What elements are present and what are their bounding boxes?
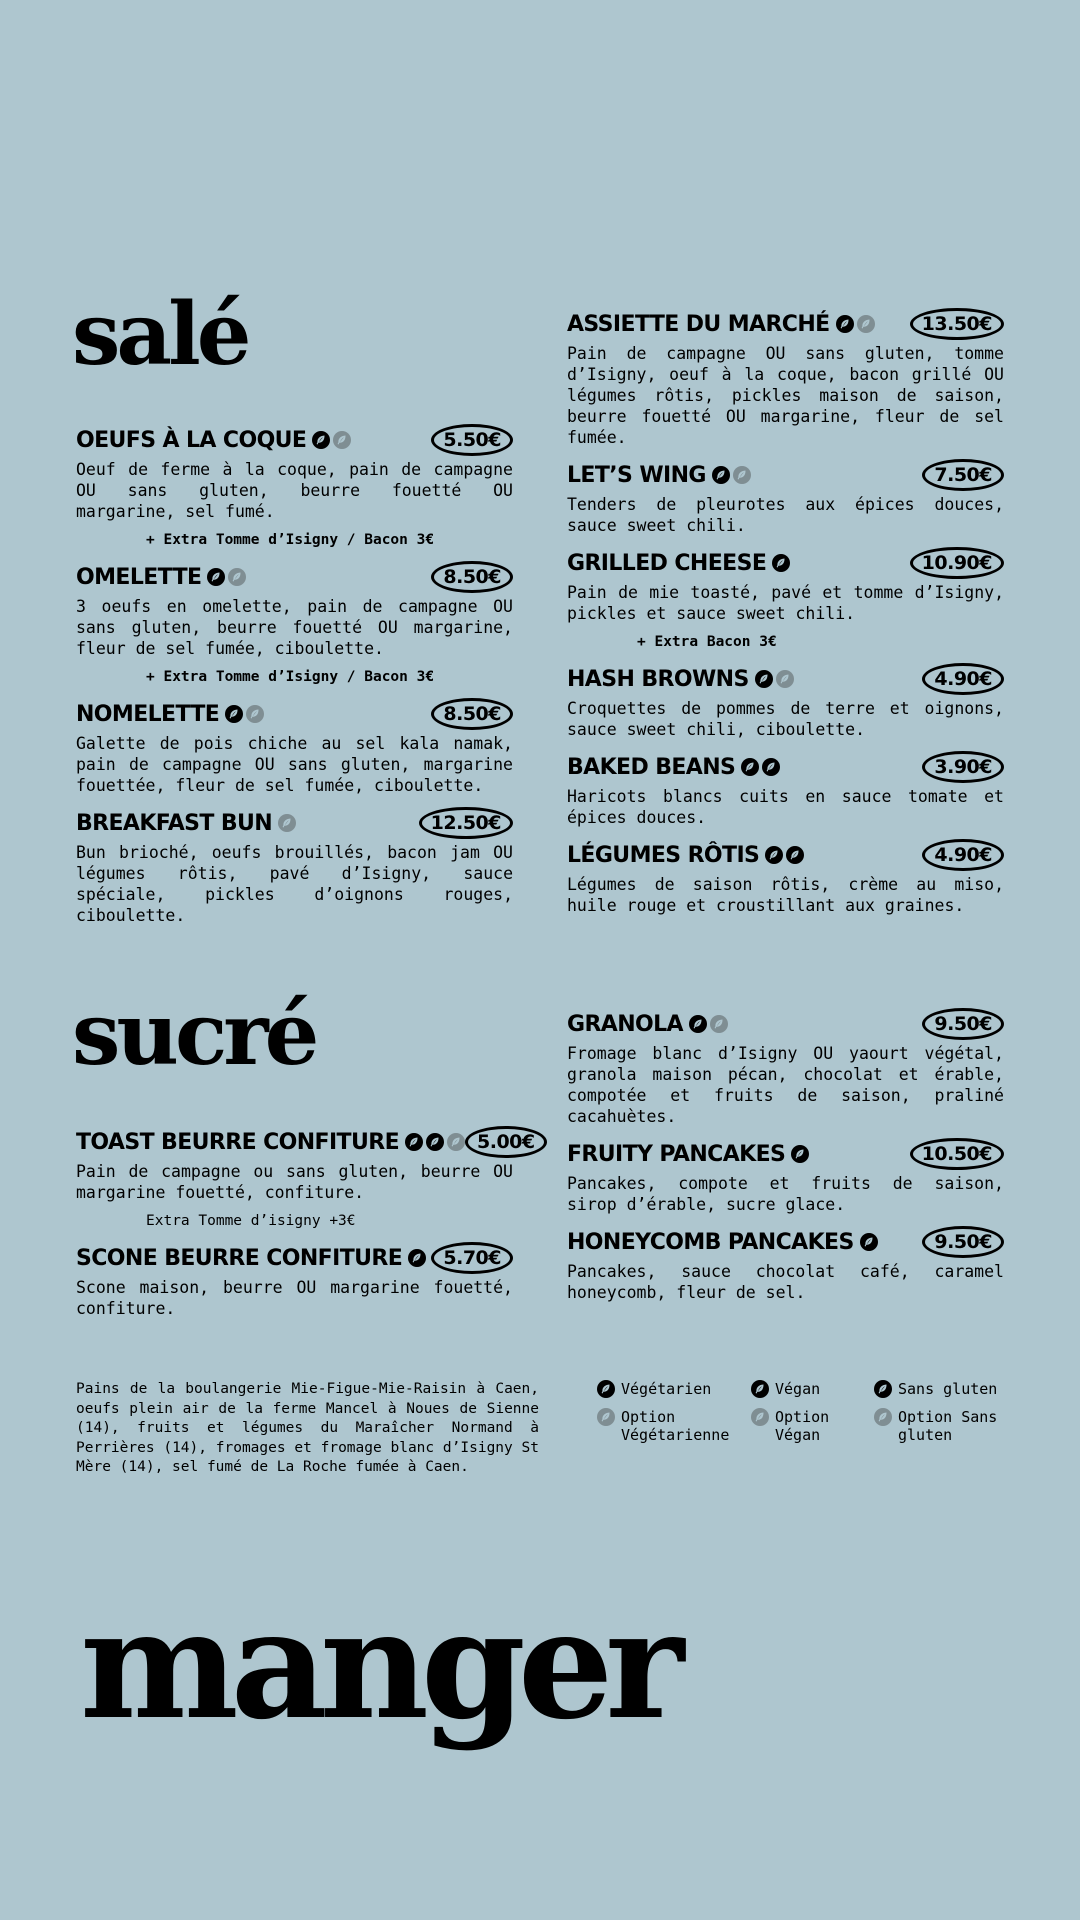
menu-item-description: Galette de pois chiche au sel kala namak, pain de campagne OU sans gluten, margarine fouettée, fleur de sel fumée, ciboulette. bbox=[76, 734, 513, 795]
menu-item-price: 5.70€ bbox=[431, 1242, 513, 1274]
item-spacer bbox=[567, 652, 1004, 662]
menu-item-price: 8.50€ bbox=[431, 561, 513, 593]
menu-item-price: 10.50€ bbox=[910, 1138, 1004, 1170]
menu-item-price: 9.50€ bbox=[922, 1008, 1004, 1040]
diet-leaf-icon bbox=[762, 758, 780, 776]
legend-entry bbox=[751, 1380, 874, 1398]
menu-item-description: Pain de campagne ou sans gluten, beurre OU margarine fouetté, confiture. bbox=[76, 1162, 513, 1202]
diet-option-leaf-icon bbox=[710, 1015, 728, 1033]
menu-item-price: 7.50€ bbox=[922, 459, 1004, 491]
menu-item-description: Pain de campagne OU sans gluten, tomme d’Isigny, oeuf à la coque, bacon grillé OU légumes rôtis, pickles maison de saison, beurre fouetté OU margarine, fleur de sel fumée. bbox=[567, 344, 1004, 447]
diet-option-leaf-icon bbox=[874, 1408, 892, 1426]
menu-item-header bbox=[567, 662, 1004, 696]
legend-entry bbox=[751, 1408, 874, 1444]
menu-item-description: Pancakes, compote et fruits de saison, sirop d’érable, sucre glace. bbox=[567, 1174, 1004, 1214]
menu-item-price: 10.90€ bbox=[910, 547, 1004, 579]
menu-item-title bbox=[567, 843, 804, 868]
diet-leaf-icon bbox=[689, 1015, 707, 1033]
menu-item-description: Bun brioché, oeufs brouillés, bacon jam OU légumes rôtis, pavé d’Isigny, sauce spéciale, pickles d’oignons rouges, ciboulette. bbox=[76, 843, 513, 925]
menu-item-price: 13.50€ bbox=[910, 308, 1004, 340]
menu-item-title bbox=[76, 1246, 426, 1271]
menu-item-title bbox=[567, 1230, 878, 1255]
diet-icons bbox=[755, 670, 794, 688]
diet-option-leaf-icon bbox=[447, 1133, 465, 1151]
menu-item-name: OEUFS À LA COQUE bbox=[76, 427, 307, 453]
menu-item-title bbox=[567, 463, 751, 488]
diet-leaf-icon bbox=[741, 758, 759, 776]
menu-item-name: HONEYCOMB PANCAKES bbox=[567, 1229, 854, 1255]
menu-column-sale-left bbox=[76, 423, 513, 926]
menu-item-name: BREAKFAST BUN bbox=[76, 810, 273, 836]
diet-leaf-icon bbox=[772, 554, 790, 572]
diet-icons bbox=[860, 1233, 878, 1251]
menu-item-price: 4.90€ bbox=[922, 839, 1004, 871]
legend-label: Option Végétarienne bbox=[621, 1408, 730, 1444]
diet-icons bbox=[765, 846, 804, 864]
menu-item-header bbox=[567, 1007, 1004, 1041]
diet-option-leaf-icon bbox=[278, 814, 296, 832]
diet-icons bbox=[741, 758, 780, 776]
legend-entry bbox=[597, 1380, 751, 1398]
menu-item bbox=[76, 560, 513, 687]
menu-item-description: Pancakes, sauce chocolat café, caramel honeycomb, fleur de sel. bbox=[567, 1262, 1004, 1302]
menu-item-name: NOMELETTE bbox=[76, 701, 220, 727]
menu-item-header bbox=[76, 806, 513, 840]
menu-item-header bbox=[567, 307, 1004, 341]
section-title-sale: salé bbox=[72, 284, 248, 385]
menu-item bbox=[567, 1137, 1004, 1215]
diet-leaf-icon bbox=[836, 315, 854, 333]
menu-item bbox=[76, 806, 513, 926]
menu-item-extra: + Extra Tomme d’Isigny / Bacon 3€ bbox=[146, 669, 435, 685]
diet-option-leaf-icon bbox=[597, 1408, 615, 1426]
menu-item-price: 4.90€ bbox=[922, 663, 1004, 695]
diet-icons bbox=[225, 705, 264, 723]
menu-item bbox=[567, 1007, 1004, 1127]
diet-icons bbox=[312, 431, 351, 449]
diet-icons bbox=[689, 1015, 728, 1033]
menu-column-sucre-left bbox=[76, 1125, 535, 1319]
item-spacer bbox=[567, 1127, 1004, 1137]
legend-label: Végétarien bbox=[621, 1380, 712, 1398]
menu-item-name: GRANOLA bbox=[567, 1011, 683, 1037]
menu-item bbox=[76, 423, 513, 550]
legend-entry bbox=[597, 1408, 751, 1444]
item-spacer bbox=[567, 536, 1004, 546]
diet-leaf-icon bbox=[597, 1380, 615, 1398]
diet-option-leaf-icon bbox=[776, 670, 794, 688]
menu-item-description: Haricots blancs cuits en sauce tomate et épices douces. bbox=[567, 787, 1004, 827]
diet-icons bbox=[405, 1133, 465, 1151]
menu-item-description: Pain de mie toasté, pavé et tomme d’Isigny, pickles et sauce sweet chili. bbox=[567, 583, 1004, 623]
menu-item-price: 8.50€ bbox=[431, 698, 513, 730]
diet-leaf-icon bbox=[225, 705, 243, 723]
diet-leaf-icon bbox=[874, 1380, 892, 1398]
menu-item-title bbox=[567, 1142, 809, 1167]
legend-label: Option Végan bbox=[775, 1408, 830, 1444]
menu-item-header bbox=[76, 1125, 535, 1159]
brand-logo: manger bbox=[80, 1577, 677, 1753]
menu-item-title bbox=[567, 755, 780, 780]
diet-leaf-icon bbox=[426, 1133, 444, 1151]
menu-item bbox=[76, 1125, 535, 1231]
menu-item-name: LET’S WING bbox=[567, 462, 706, 488]
diet-leaf-icon bbox=[786, 846, 804, 864]
legend-label: Option Sans gluten bbox=[898, 1408, 998, 1444]
diet-leaf-icon bbox=[408, 1249, 426, 1267]
item-spacer bbox=[567, 740, 1004, 750]
menu-item-description: Croquettes de pommes de terre et oignons, sauce sweet chili, ciboulette. bbox=[567, 699, 1004, 739]
menu-item bbox=[567, 1225, 1004, 1303]
menu-item-name: SCONE BEURRE CONFITURE bbox=[76, 1245, 403, 1271]
menu-item-title bbox=[76, 565, 246, 590]
menu-item-name: ASSIETTE DU MARCHÉ bbox=[567, 311, 830, 337]
legend-label: Végan bbox=[775, 1380, 821, 1398]
menu-item-title bbox=[567, 551, 790, 576]
menu-item-header bbox=[567, 838, 1004, 872]
menu-item-header bbox=[567, 1137, 1004, 1171]
menu-item-title bbox=[567, 312, 875, 337]
menu-item-title bbox=[76, 428, 351, 453]
item-spacer bbox=[76, 550, 513, 560]
menu-item-price: 5.50€ bbox=[431, 424, 513, 456]
menu-item-description: Fromage blanc d’Isigny OU yaourt végétal, granola maison pécan, chocolat et érable, compotée et fruits de saison, praliné cacahuètes. bbox=[567, 1044, 1004, 1126]
menu-item-price: 9.50€ bbox=[922, 1226, 1004, 1258]
menu-item-name: GRILLED CHEESE bbox=[567, 550, 767, 576]
diet-icons bbox=[207, 568, 246, 586]
legend-entry bbox=[874, 1380, 1007, 1398]
diet-icons bbox=[712, 466, 751, 484]
menu-item bbox=[567, 307, 1004, 448]
diet-leaf-icon bbox=[405, 1133, 423, 1151]
menu-item-header bbox=[76, 560, 513, 594]
menu-column-sale-right bbox=[567, 307, 1004, 916]
menu-item-description: Légumes de saison rôtis, crème au miso, huile rouge et croustillant aux graines. bbox=[567, 875, 1004, 915]
menu-item bbox=[76, 1241, 513, 1319]
menu-item-price: 3.90€ bbox=[922, 751, 1004, 783]
diet-leaf-icon bbox=[751, 1380, 769, 1398]
menu-item-header bbox=[567, 546, 1004, 580]
menu-item bbox=[567, 662, 1004, 740]
menu-item-title bbox=[567, 667, 794, 692]
menu-item-extra: + Extra Tomme d’Isigny / Bacon 3€ bbox=[146, 532, 435, 548]
menu-item-title bbox=[567, 1012, 728, 1037]
item-spacer bbox=[76, 796, 513, 806]
diet-option-leaf-icon bbox=[333, 431, 351, 449]
menu-item-header bbox=[76, 697, 513, 731]
diet-option-leaf-icon bbox=[733, 466, 751, 484]
diet-leaf-icon bbox=[312, 431, 330, 449]
menu-item-header bbox=[76, 1241, 513, 1275]
diet-leaf-icon bbox=[207, 568, 225, 586]
menu-item-title bbox=[76, 811, 296, 836]
sourcing-note: Pains de la boulangerie Mie-Figue-Mie-Raisin à Caen, oeufs plein air de la ferme Mancel à Noues de Sienne (14), fruits et légumes du Maraîcher Normand à Perrières (14), fromages et fromage blanc d’Isigny St Mère (14), sel fumé de La Roche fumée à Caen. bbox=[76, 1381, 539, 1475]
diet-leaf-icon bbox=[765, 846, 783, 864]
item-spacer bbox=[76, 1231, 513, 1241]
menu-item-name: LÉGUMES RÔTIS bbox=[567, 842, 760, 868]
menu-item-price: 12.50€ bbox=[419, 807, 513, 839]
menu-item-name: TOAST BEURRE CONFITURE bbox=[76, 1129, 399, 1155]
diet-icons bbox=[278, 814, 296, 832]
menu-item-description: Scone maison, beurre OU margarine fouetté, confiture. bbox=[76, 1278, 513, 1318]
diet-leaf-icon bbox=[712, 466, 730, 484]
diet-leaf-icon bbox=[755, 670, 773, 688]
diet-icons bbox=[408, 1249, 426, 1267]
diet-option-leaf-icon bbox=[228, 568, 246, 586]
menu-item-header bbox=[567, 750, 1004, 784]
legend-label: Sans gluten bbox=[898, 1380, 998, 1398]
menu-item bbox=[567, 750, 1004, 828]
menu-item-extra: + Extra Bacon 3€ bbox=[637, 634, 777, 650]
menu-item-price: 5.00€ bbox=[465, 1126, 547, 1158]
menu-item-header bbox=[567, 1225, 1004, 1259]
item-spacer bbox=[567, 448, 1004, 458]
menu-item-header bbox=[567, 458, 1004, 492]
menu-item-header bbox=[76, 423, 513, 457]
diet-icons bbox=[791, 1145, 809, 1163]
item-spacer bbox=[567, 828, 1004, 838]
menu-item-name: FRUITY PANCAKES bbox=[567, 1141, 786, 1167]
menu-item-extra: Extra Tomme d’isigny +3€ bbox=[146, 1213, 356, 1229]
menu-item bbox=[567, 838, 1004, 916]
diet-icons bbox=[836, 315, 875, 333]
diet-leaf-icon bbox=[791, 1145, 809, 1163]
diet-leaf-icon bbox=[860, 1233, 878, 1251]
item-spacer bbox=[567, 1215, 1004, 1225]
menu-item-name: HASH BROWNS bbox=[567, 666, 749, 692]
menu-item-name: OMELETTE bbox=[76, 564, 202, 590]
menu-item bbox=[567, 458, 1004, 536]
menu-item-title bbox=[76, 1130, 465, 1155]
section-title-sucre: sucré bbox=[72, 984, 316, 1085]
diet-option-leaf-icon bbox=[246, 705, 264, 723]
diet-icons bbox=[772, 554, 790, 572]
menu-item-description: Oeuf de ferme à la coque, pain de campagne OU sans gluten, beurre fouetté OU margarine, sel fumé. bbox=[76, 460, 513, 521]
menu-item-description: 3 oeufs en omelette, pain de campagne OU sans gluten, beurre fouetté OU margarine, fleur de sel fumée, ciboulette. bbox=[76, 597, 513, 658]
menu-item bbox=[567, 546, 1004, 652]
menu-column-sucre-right bbox=[567, 1007, 1004, 1303]
diet-option-leaf-icon bbox=[751, 1408, 769, 1426]
diet-option-leaf-icon bbox=[857, 315, 875, 333]
menu-item-description: Tenders de pleurotes aux épices douces, sauce sweet chili. bbox=[567, 495, 1004, 535]
menu-item-title bbox=[76, 702, 264, 727]
item-spacer bbox=[76, 687, 513, 697]
menu-item-name: BAKED BEANS bbox=[567, 754, 736, 780]
diet-legend bbox=[597, 1380, 1007, 1444]
menu-item bbox=[76, 697, 513, 796]
legend-entry bbox=[874, 1408, 1007, 1444]
